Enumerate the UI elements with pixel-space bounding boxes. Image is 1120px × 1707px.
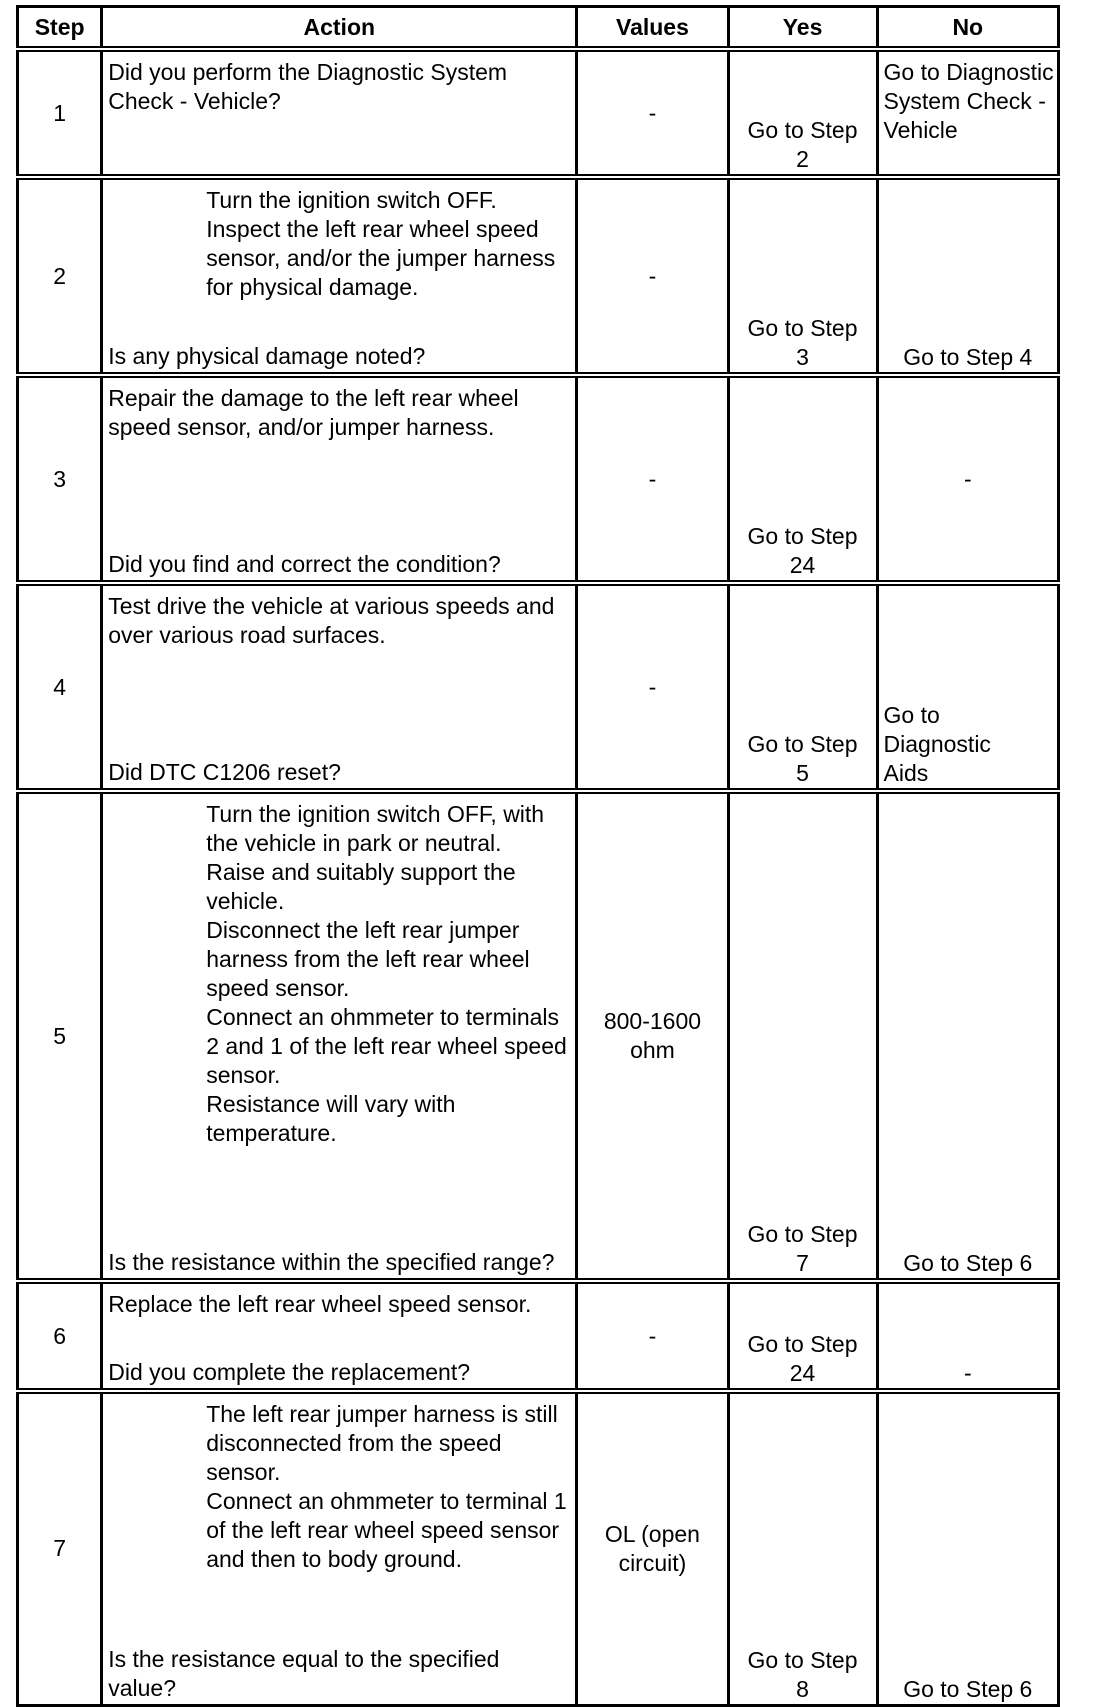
table-row <box>18 791 1059 1281</box>
yes-cell <box>728 375 877 583</box>
action-question: Did you complete the replacement? <box>108 1359 471 1385</box>
table-row <box>18 177 1059 375</box>
action-question: Did DTC C1206 reset? <box>108 759 341 785</box>
table-row <box>18 1391 1059 1705</box>
action-cell <box>102 177 577 375</box>
yes-cell <box>728 49 877 177</box>
table-row <box>18 583 1059 791</box>
action-cell <box>102 1391 577 1705</box>
action-step: Raise and suitably support the vehicle. <box>206 859 516 914</box>
header-step: Step <box>18 7 102 50</box>
diagnostic-table <box>16 5 1060 1707</box>
yes-cell <box>728 791 877 1281</box>
yes-text: Go to Step 24 <box>747 1331 858 1386</box>
action-step: Inspect the left rear wheel speed sensor, and/or the jumper harness for physical damage. <box>206 216 556 300</box>
action-cell <box>102 791 577 1281</box>
action-text: Repair the damage to the left rear wheel speed sensor, and/or jumper harness. <box>108 385 519 440</box>
yes-cell <box>728 1391 877 1705</box>
value-cell <box>577 1391 728 1705</box>
action-cell <box>102 375 577 583</box>
action-cell <box>102 1281 577 1391</box>
action-question: Is any physical damage noted? <box>108 343 426 369</box>
header-values: Values <box>577 7 728 50</box>
no-cell: - <box>877 1281 1058 1391</box>
step-number: 6 <box>18 1281 102 1391</box>
no-cell <box>877 583 1058 791</box>
value-cell: - <box>577 583 728 791</box>
yes-cell <box>728 583 877 791</box>
action-step: Turn the ignition switch OFF. <box>206 187 497 213</box>
value-cell: - <box>577 375 728 583</box>
action-steps <box>206 800 571 1148</box>
no-cell: - <box>877 375 1058 583</box>
action-step: Resistance will vary with temperature. <box>206 1091 456 1146</box>
action-text: Test drive the vehicle at various speeds and over various road surfaces. <box>108 593 555 648</box>
value-text: OL (open circuit) <box>604 1520 700 1576</box>
step-number: 1 <box>18 49 102 177</box>
yes-text: Go to Step 24 <box>747 523 858 578</box>
action-step: Connect an ohmmeter to terminal 1 of the left rear wheel speed sensor and then to body ground. <box>206 1488 567 1572</box>
no-cell: Go to Step 6 <box>877 1391 1058 1705</box>
step-number: 5 <box>18 791 102 1281</box>
table-row <box>18 375 1059 583</box>
action-step: The left rear jumper harness is still disconnected from the speed sensor. <box>206 1401 558 1485</box>
no-text: Go to Diagnostic System Check - Vehicle <box>883 59 1054 143</box>
value-text: 800-1600 ohm <box>603 1008 702 1063</box>
value-cell: - <box>577 1281 728 1391</box>
action-text: Replace the left rear wheel speed sensor. <box>108 1291 532 1317</box>
value-cell <box>577 791 728 1281</box>
value-cell: - <box>577 49 728 177</box>
table-row <box>18 1281 1059 1391</box>
no-text: Go to Diagnostic Aids <box>883 702 991 786</box>
action-step: Turn the ignition switch OFF, with the vehicle in park or neutral. <box>206 801 545 856</box>
action-text: Did you perform the Diagnostic System Check - Vehicle? <box>108 59 508 114</box>
header-yes: Yes <box>728 7 877 50</box>
action-question: Did you find and correct the condition? <box>108 551 501 577</box>
yes-cell <box>728 1281 877 1391</box>
action-cell <box>102 49 577 177</box>
action-question: Is the resistance within the specified range? <box>108 1249 555 1275</box>
step-number: 3 <box>18 375 102 583</box>
no-cell: Go to Step 6 <box>877 791 1058 1281</box>
action-question: Is the resistance equal to the specified value? <box>108 1645 500 1701</box>
step-number: 4 <box>18 583 102 791</box>
yes-text: Go to Step 2 <box>747 117 858 172</box>
action-step: Disconnect the left rear jumper harness from the left rear wheel speed sensor. <box>206 917 530 1001</box>
action-cell <box>102 583 577 791</box>
action-step: Connect an ohmmeter to terminals 2 and 1 of the left rear wheel speed sensor. <box>206 1004 567 1088</box>
no-cell: Go to Step 4 <box>877 177 1058 375</box>
yes-text: Go to Step 3 <box>747 315 858 370</box>
yes-cell <box>728 177 877 375</box>
header-action: Action <box>102 7 577 50</box>
step-number: 7 <box>18 1391 102 1705</box>
no-cell <box>877 49 1058 177</box>
step-number: 2 <box>18 177 102 375</box>
yes-text: Go to Step 8 <box>747 1646 858 1702</box>
value-cell: - <box>577 177 728 375</box>
action-steps <box>206 1400 571 1574</box>
header-row <box>18 7 1059 50</box>
diagnostic-table-sheet <box>16 5 1060 1707</box>
action-steps <box>206 186 571 302</box>
yes-text: Go to Step 7 <box>747 1221 858 1276</box>
header-no: No <box>877 7 1058 50</box>
table-row <box>18 49 1059 177</box>
yes-text: Go to Step 5 <box>747 731 858 786</box>
